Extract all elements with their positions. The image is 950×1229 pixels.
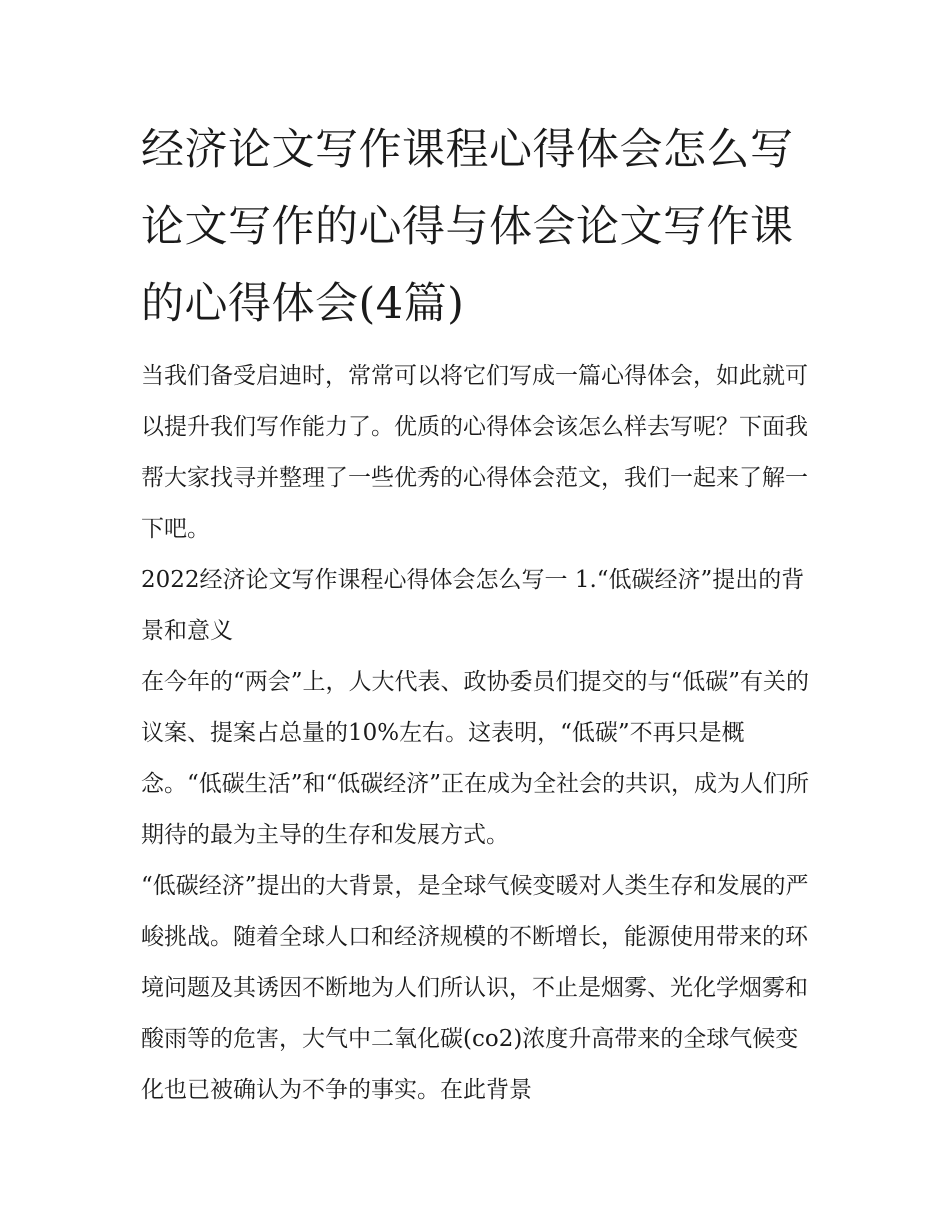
document-title: 经济论文写作课程心得体会怎么写 论文写作的心得与体会论文写作课的心得体会(4篇) — [141, 125, 794, 329]
body-paragraph: “低碳经济”提出的大背景，是全球气候变暖对人类生存和发展的严峻挑战。随着全球人口和经济规模的不断增长，能源使用带来的环境问题及其诱因不断地为人们所认识，不止是烟雾、光化学烟雾和酸雨等的危害，大气中二氧化碳(co2)浓度升高带来的全球气候变化也已被确认为不争的事实。在此背景 — [141, 873, 809, 1103]
body-paragraph: 在今年的“两会”上，人大代表、政协委员们提交的与“低碳”有关的议案、提案占总量的10%左右。这表明，“低碳”不再只是概念。“低碳生活”和“低碳经济”正在成为全社会的共识，成为人们所期待的最为主导的生存和发展方式。 — [141, 669, 810, 848]
intro-paragraph: 当我们备受启迪时，常常可以将它们写成一篇心得体会，如此就可以提升我们写作能力了。优质的心得体会该怎么样去写呢？下面我帮大家找寻并整理了一些优秀的心得体会范文，我们一起来了解一下吧。 — [141, 363, 808, 542]
section-heading-paragraph: 2022经济论文写作课程心得体会怎么写一 1.“低碳经济”提出的背景和意义 — [141, 567, 805, 644]
document-body — [141, 112, 813, 1116]
